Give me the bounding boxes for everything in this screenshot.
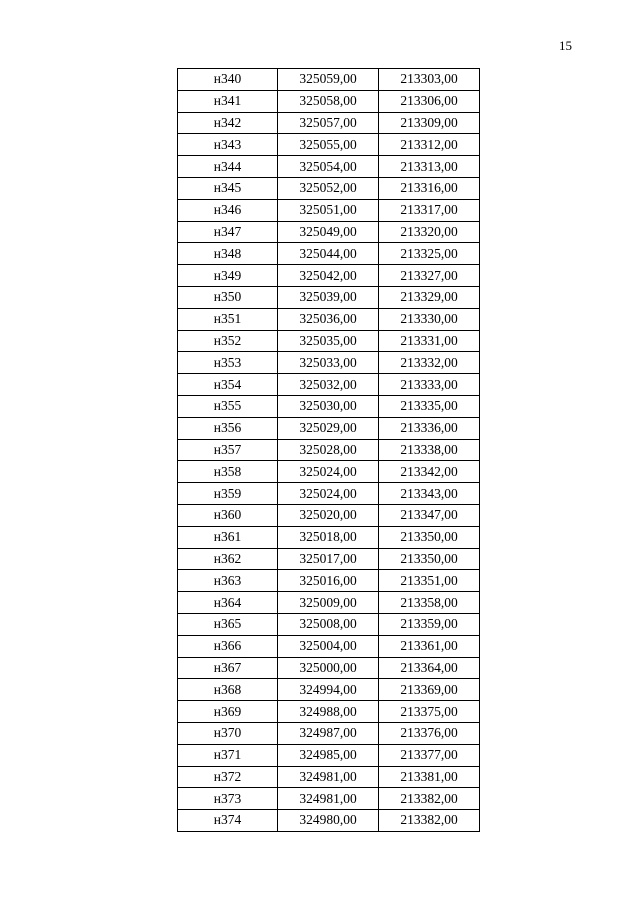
- y-coordinate-cell: 213375,00: [379, 701, 480, 723]
- x-coordinate-cell: 325032,00: [278, 374, 379, 396]
- point-id-cell: н355: [178, 395, 278, 417]
- point-id-cell: н371: [178, 744, 278, 766]
- table-row: [178, 810, 480, 832]
- point-id-cell: н356: [178, 417, 278, 439]
- point-id-cell: н366: [178, 635, 278, 657]
- coordinates-table: [177, 68, 480, 832]
- x-coordinate-cell: 325058,00: [278, 90, 379, 112]
- table-row: [178, 243, 480, 265]
- table-row: [178, 352, 480, 374]
- table-row: [178, 177, 480, 199]
- y-coordinate-cell: 213329,00: [379, 286, 480, 308]
- point-id-cell: н357: [178, 439, 278, 461]
- y-coordinate-cell: 213358,00: [379, 592, 480, 614]
- x-coordinate-cell: 324994,00: [278, 679, 379, 701]
- y-coordinate-cell: 213381,00: [379, 766, 480, 788]
- point-id-cell: н345: [178, 177, 278, 199]
- table-row: [178, 199, 480, 221]
- x-coordinate-cell: 324987,00: [278, 722, 379, 744]
- x-coordinate-cell: 325035,00: [278, 330, 379, 352]
- x-coordinate-cell: 325000,00: [278, 657, 379, 679]
- y-coordinate-cell: 213312,00: [379, 134, 480, 156]
- x-coordinate-cell: 325051,00: [278, 199, 379, 221]
- y-coordinate-cell: 213361,00: [379, 635, 480, 657]
- table-row: [178, 374, 480, 396]
- point-id-cell: н362: [178, 548, 278, 570]
- y-coordinate-cell: 213330,00: [379, 308, 480, 330]
- x-coordinate-cell: 325018,00: [278, 526, 379, 548]
- x-coordinate-cell: 325009,00: [278, 592, 379, 614]
- y-coordinate-cell: 213369,00: [379, 679, 480, 701]
- y-coordinate-cell: 213343,00: [379, 483, 480, 505]
- table-row: [178, 221, 480, 243]
- x-coordinate-cell: 325055,00: [278, 134, 379, 156]
- x-coordinate-cell: 324980,00: [278, 810, 379, 832]
- y-coordinate-cell: 213359,00: [379, 613, 480, 635]
- table-row: [178, 286, 480, 308]
- y-coordinate-cell: 213347,00: [379, 504, 480, 526]
- table-row: [178, 701, 480, 723]
- table-row: [178, 635, 480, 657]
- y-coordinate-cell: 213364,00: [379, 657, 480, 679]
- y-coordinate-cell: 213325,00: [379, 243, 480, 265]
- table-row: [178, 90, 480, 112]
- x-coordinate-cell: 325059,00: [278, 69, 379, 91]
- y-coordinate-cell: 213333,00: [379, 374, 480, 396]
- point-id-cell: н365: [178, 613, 278, 635]
- x-coordinate-cell: 324988,00: [278, 701, 379, 723]
- table-row: [178, 156, 480, 178]
- table-row: [178, 744, 480, 766]
- point-id-cell: н348: [178, 243, 278, 265]
- point-id-cell: н347: [178, 221, 278, 243]
- table-row: [178, 613, 480, 635]
- x-coordinate-cell: 325052,00: [278, 177, 379, 199]
- table-row: [178, 657, 480, 679]
- table-row: [178, 265, 480, 287]
- table-row: [178, 134, 480, 156]
- point-id-cell: н363: [178, 570, 278, 592]
- y-coordinate-cell: 213351,00: [379, 570, 480, 592]
- table-row: [178, 483, 480, 505]
- y-coordinate-cell: 213306,00: [379, 90, 480, 112]
- y-coordinate-cell: 213342,00: [379, 461, 480, 483]
- x-coordinate-cell: 325029,00: [278, 417, 379, 439]
- table-row: [178, 330, 480, 352]
- point-id-cell: н341: [178, 90, 278, 112]
- point-id-cell: н369: [178, 701, 278, 723]
- y-coordinate-cell: 213377,00: [379, 744, 480, 766]
- table-row: [178, 308, 480, 330]
- coordinates-table-body: [178, 69, 480, 832]
- y-coordinate-cell: 213309,00: [379, 112, 480, 134]
- table-row: [178, 439, 480, 461]
- x-coordinate-cell: 325036,00: [278, 308, 379, 330]
- point-id-cell: н370: [178, 722, 278, 744]
- y-coordinate-cell: 213338,00: [379, 439, 480, 461]
- point-id-cell: н360: [178, 504, 278, 526]
- table-row: [178, 504, 480, 526]
- table-row: [178, 417, 480, 439]
- table-row: [178, 788, 480, 810]
- point-id-cell: н352: [178, 330, 278, 352]
- y-coordinate-cell: 213350,00: [379, 526, 480, 548]
- x-coordinate-cell: 325024,00: [278, 483, 379, 505]
- x-coordinate-cell: 325044,00: [278, 243, 379, 265]
- point-id-cell: н344: [178, 156, 278, 178]
- x-coordinate-cell: 324981,00: [278, 766, 379, 788]
- x-coordinate-cell: 325057,00: [278, 112, 379, 134]
- y-coordinate-cell: 213316,00: [379, 177, 480, 199]
- point-id-cell: н354: [178, 374, 278, 396]
- table-row: [178, 722, 480, 744]
- table-row: [178, 112, 480, 134]
- x-coordinate-cell: 325024,00: [278, 461, 379, 483]
- x-coordinate-cell: 325008,00: [278, 613, 379, 635]
- point-id-cell: н372: [178, 766, 278, 788]
- point-id-cell: н361: [178, 526, 278, 548]
- table-row: [178, 526, 480, 548]
- y-coordinate-cell: 213317,00: [379, 199, 480, 221]
- y-coordinate-cell: 213376,00: [379, 722, 480, 744]
- point-id-cell: н346: [178, 199, 278, 221]
- point-id-cell: н349: [178, 265, 278, 287]
- table-row: [178, 395, 480, 417]
- point-id-cell: н353: [178, 352, 278, 374]
- x-coordinate-cell: 325028,00: [278, 439, 379, 461]
- y-coordinate-cell: 213327,00: [379, 265, 480, 287]
- point-id-cell: н351: [178, 308, 278, 330]
- x-coordinate-cell: 325030,00: [278, 395, 379, 417]
- point-id-cell: н342: [178, 112, 278, 134]
- point-id-cell: н358: [178, 461, 278, 483]
- page-number: 15: [559, 38, 572, 53]
- table-row: [178, 766, 480, 788]
- y-coordinate-cell: 213303,00: [379, 69, 480, 91]
- x-coordinate-cell: 325017,00: [278, 548, 379, 570]
- y-coordinate-cell: 213313,00: [379, 156, 480, 178]
- y-coordinate-cell: 213336,00: [379, 417, 480, 439]
- x-coordinate-cell: 325042,00: [278, 265, 379, 287]
- y-coordinate-cell: 213382,00: [379, 810, 480, 832]
- table-row: [178, 679, 480, 701]
- y-coordinate-cell: 213335,00: [379, 395, 480, 417]
- point-id-cell: н350: [178, 286, 278, 308]
- point-id-cell: н374: [178, 810, 278, 832]
- point-id-cell: н367: [178, 657, 278, 679]
- point-id-cell: н340: [178, 69, 278, 91]
- y-coordinate-cell: 213350,00: [379, 548, 480, 570]
- x-coordinate-cell: 325016,00: [278, 570, 379, 592]
- y-coordinate-cell: 213320,00: [379, 221, 480, 243]
- table-row: [178, 592, 480, 614]
- x-coordinate-cell: 324985,00: [278, 744, 379, 766]
- x-coordinate-cell: 325033,00: [278, 352, 379, 374]
- x-coordinate-cell: 325049,00: [278, 221, 379, 243]
- x-coordinate-cell: 325004,00: [278, 635, 379, 657]
- y-coordinate-cell: 213382,00: [379, 788, 480, 810]
- point-id-cell: н364: [178, 592, 278, 614]
- point-id-cell: н359: [178, 483, 278, 505]
- x-coordinate-cell: 325054,00: [278, 156, 379, 178]
- point-id-cell: н343: [178, 134, 278, 156]
- point-id-cell: н368: [178, 679, 278, 701]
- point-id-cell: н373: [178, 788, 278, 810]
- x-coordinate-cell: 324981,00: [278, 788, 379, 810]
- y-coordinate-cell: 213331,00: [379, 330, 480, 352]
- table-row: [178, 69, 480, 91]
- table-row: [178, 461, 480, 483]
- x-coordinate-cell: 325020,00: [278, 504, 379, 526]
- x-coordinate-cell: 325039,00: [278, 286, 379, 308]
- y-coordinate-cell: 213332,00: [379, 352, 480, 374]
- table-row: [178, 548, 480, 570]
- table-row: [178, 570, 480, 592]
